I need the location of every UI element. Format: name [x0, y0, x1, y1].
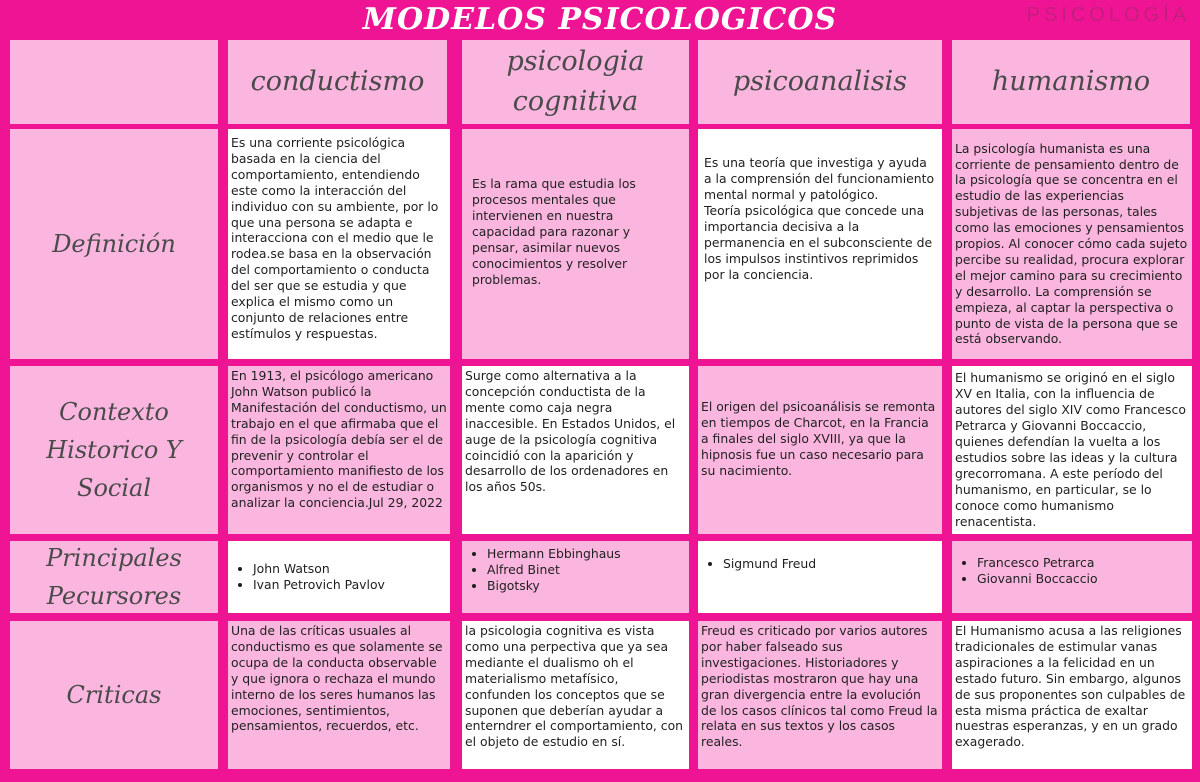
- contexto-humanismo: El humanismo se originó en el siglo XV en Italia, con la influencia de autores del siglo XIV como Francesco Petrarca y Giovanni Boccaccio, quienes defendían la vuelta a los estudios sobre las ideas y la cultura grecorromana. A este período del humanismo, en particular, se lo conoce como humanismo renacentista.: [952, 366, 1192, 534]
- brand-watermark: PSICOLOGÍA: [1026, 4, 1190, 26]
- list-item: • Hermann Ebbinghaus: [487, 546, 686, 562]
- criticas-conductismo: Una de las críticas usuales al conductismo es que solamente se ocupa de la conducta observable y que ignora o rechaza el mundo interno de los seres humanos las emociones, sentimientos, pensamientos, recuerdos, etc.: [228, 621, 450, 769]
- list-item: • Alfred Binet: [487, 562, 686, 578]
- list-item: • Francesco Petrarca: [977, 555, 1189, 571]
- precursores-psicoanalisis: [698, 541, 942, 613]
- precursores-cognitiva: [462, 541, 689, 613]
- list-item: • Bigotsky: [487, 578, 686, 594]
- contexto-cognitiva: Surge como alternativa a la concepción conductista de la mente como caja negra inaccesible. En Estados Unidos, el auge de la psicología cognitiva coincidió con la aparición y desarrollo de los ordenadores en los años 50s.: [462, 366, 689, 534]
- row-label-contexto: Contexto Historico Y Social: [10, 366, 218, 534]
- list-item: • Giovanni Boccaccio: [977, 571, 1189, 587]
- list-item: • Ivan Petrovich Pavlov: [253, 577, 447, 593]
- definicion-conductismo: Es una corriente psicológica basada en la ciencia del comportamiento, entendiendo este como la interacción del individuo con su ambiente, por lo que una persona se adapta e interacciona con el medio que le rodea.se basa en la observación del comportamiento o conducta del ser que se estudia y que explica el mismo como un conjunto de relaciones entre estímulos y respuestas.: [228, 129, 450, 359]
- precursores-conductismo: [228, 541, 450, 613]
- definicion-psicoanalisis: Es una teoría que investiga y ayuda a la comprensión del funcionamiento mental normal y patológico. Teoría psicológica que concede una importancia decisiva a la permanencia en el subconsciente de los impulsos instintivos reprimidos por la conciencia.: [698, 129, 942, 359]
- criticas-cognitiva: la psicologia cognitiva es vista como una perpectiva que ya sea mediante el dualismo oh el materialismo metafísico, confunden los conceptos que se suponen que deberían ayudar a enterndrer el comportamiento, con el objeto de estudio en sí.: [462, 621, 689, 769]
- contexto-psicoanalisis: El origen del psicoanálisis se remonta en tiempos de Charcot, en la Francia a finales del siglo XVIII, ya que la hipnosis fue un caso necesario para su nacimiento.: [698, 366, 942, 534]
- header-conductismo: conductismo: [228, 40, 447, 124]
- precursores-humanismo: [952, 541, 1192, 613]
- list-item: • Sigmund Freud: [723, 556, 939, 572]
- list-item: • John Watson: [253, 561, 447, 577]
- header-psicologia-cognitiva: psicologia cognitiva: [462, 40, 689, 124]
- page-title: MODELOS PSICOLOGICOS: [362, 2, 838, 37]
- header-humanismo: humanismo: [952, 40, 1190, 124]
- criticas-humanismo: El Humanismo acusa a las religiones tradicionales de estimular vanas aspiraciones a la felicidad en un estado futuro. Sin embargo, algunos de sus proponentes son culpables de esta misma práctica de exaltar nuestras esperanzas, y en un grado exagerado.: [952, 621, 1192, 769]
- row-label-definicion: Definición: [10, 129, 218, 359]
- contexto-conductismo: En 1913, el psicólogo americano John Watson publicó la Manifestación del conductismo, un trabajo en el que afirmaba que el fin de la psicología debía ser el de prevenir y controlar el comportamiento manifiesto de los organismos y no el de estudiar o analizar la conciencia.Jul 29, 2022: [228, 366, 450, 534]
- criticas-psicoanalisis: Freud es criticado por varios autores por haber falseado sus investigaciones. Historiadores y periodistas mostraron que hay una gran divergencia entre la evolución de los casos clínicos tal como Freud la relata en sus textos y los casos reales.: [698, 621, 942, 769]
- row-label-criticas: Criticas: [10, 621, 218, 769]
- header-corner: [10, 40, 218, 124]
- definicion-cognitiva: Es la rama que estudia los procesos mentales que intervienen en nuestra capacidad para razonar y pensar, asimilar nuevos conocimientos y resolver problemas.: [462, 129, 689, 359]
- header-psicoanalisis: psicoanalisis: [698, 40, 942, 124]
- definicion-humanismo: La psicología humanista es una corriente de pensamiento dentro de la psicología que se concentra en el estudio de las experiencias subjetivas de las personas, tales como las emociones y pensamientos propios. Al conocer cómo cada sujeto percibe su realidad, procura explorar el mejor camino para su crecimiento y desarrollo. La comprensión se empieza, al captar la perspectiva o punto de vista de la persona que se está observando.: [952, 129, 1192, 359]
- row-label-precursores: Principales Pecursores: [10, 541, 218, 613]
